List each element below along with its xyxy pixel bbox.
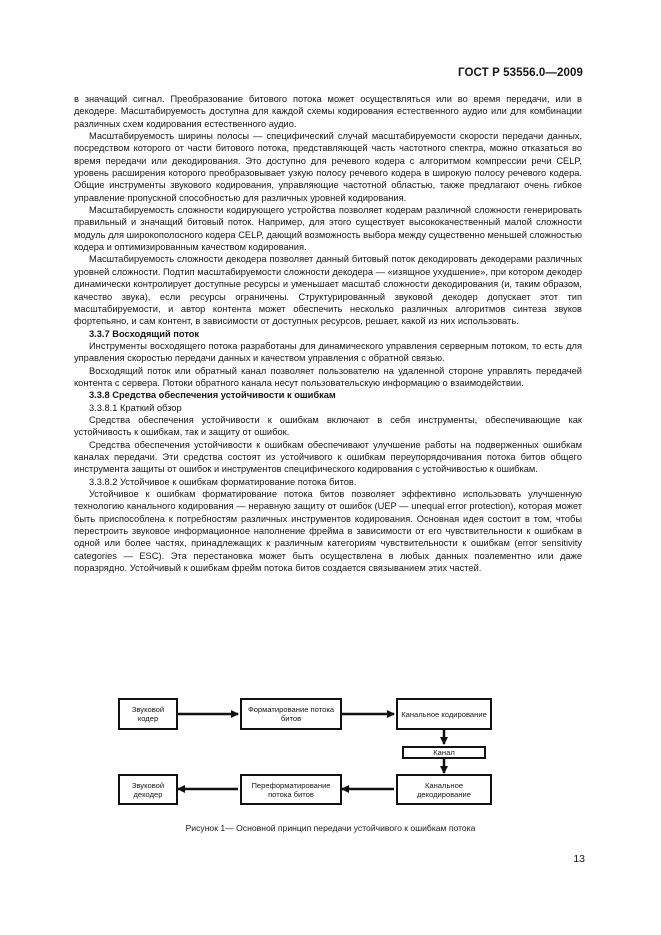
channel-coding-block: Канальное кодирование [396,698,492,730]
figure-caption: Рисунок 1— Основной принцип передачи устойчивого к ошибкам потока [185,823,476,833]
audio-decoder-block: Звуковой декодер [118,774,178,805]
bitstream-formatting-block: Форматирование потока битов [240,698,342,730]
paragraph: Устойчивое к ошибкам форматирование потока битов позволяет эффективно использовать улучшенную технологию канального кодирования — неравную защиту от ошибок (UEP — unequal error protection), которая может быть приспособлена к потребностям различных инструментов кодирования. Основная идея состоит в том, чтобы перестроить звуковое информационное наполнение фрейма в зависимости от его чувствительности к ошибкам в одной или более частях, принадлежащих к различным категориям чувствительности к ошибкам (error sensitivity categories — ESC). Эта перестановка может быть осуществлена в любых данных поэлементно или даже поразрядно. Устойчивый к ошибкам фрейм потока битов создается связыванием этих частей. [74,489,582,574]
paragraph: Средства обеспечения устойчивости к ошибкам обеспечивают улучшение работы на подверженных ошибкам каналах передачи. Эти средства состоят из устойчивого к ошибкам переупорядочивания потока битов общего инструмента защиты от ошибок и инструментов специфического кодирования с устойчивостью к ошибкам. [74,439,582,475]
bitstream-reformatting-block: Переформатирование потока битов [240,774,342,805]
paragraph: Масштабируемость ширины полосы — специфический случай масштабируемости скорости передачи данных, посредством которого от части битового потока, представляющей часть частотного спектра, можно отказаться во время передачи или декодирования. Это доступно для речевого кодера с алгоритмом компрессии речи CELP, уровень расширения которого преобразовывает узкую полосу речевого кодера в широкую полосу речевого кодера. Общие инструменты звукового кодирования, управляющие частотной областью, также предлагают очень гибкое управление пропускной способностью для различных уровней кодирования. [74,131,582,203]
page-number: 13 [573,853,585,865]
paragraph: Масштабируемость сложности кодирующего устройства позволяет кодерам различной сложности генерировать правильный и значащий битовый поток. Например, для этого существует высококачественный малой сложности модуль для широкополосного кодера CELP, дающий возможность выбора между существенно меньшей сложностью кодера и оптимизированным качеством кодирования. [74,205,582,253]
document-header: ГОСТ Р 53556.0—2009 [458,67,583,79]
section-heading-3-3-8: 3.3.8 Средства обеспечения устойчивости к ошибкам [89,390,336,401]
subsection-heading-3-3-8-1: 3.3.8.1 Краткий обзор [89,402,182,413]
paragraph: в значащий сигнал. Преобразование битового потока может осуществляться или во время передачи, или в декодере. Масштабируемость доступна для каждой схемы кодирования естественного аудио или для комбинации различных схем кодирования естественного аудио. [74,94,582,129]
document-body [74,93,582,574]
paragraph: Инструменты восходящего потока разработаны для динамического управления серверным потоком, то есть для управления скоростью передачи данных и качеством управления с обратной связью. [74,340,582,364]
channel-block: Канал [402,746,486,759]
paragraph: Средства обеспечения устойчивости к ошибкам включают в себя инструменты, обеспечивающие как устойчивость к ошибкам, так и защиту от ошибок. [74,414,582,438]
section-heading-3-3-7: 3.3.7 Восходящий поток [89,328,200,339]
audio-encoder-block: Звуковой кодер [118,698,178,730]
subsection-heading-3-3-8-2: 3.3.8.2 Устойчивое к ошибкам форматирование потока битов. [89,476,357,487]
flow-diagram [100,688,570,810]
paragraph: Масштабируемость сложности декодера позволяет данный битовый поток декодировать декодерами различных уровней сложности. Подтип масштабируемости сложности декодера — «изящное ухудшение», при котором декодер динамически контролирует доступные ресурсы и уменьшает масштаб сложности декодирования (и, таким образом, качество звука), если ресурсы ограничены. Структурированный звуковой декодер допускает этот тип масштабируемости, и автор контента может обеспечить несколько различных алгоритмов синтеза звуков фортепьяно, и сам контент, в зависимости от доступных ресурсов, решает, какой из них использовать. [74,254,582,327]
paragraph: Восходящий поток или обратный канал позволяет пользователю на удаленной стороне управлять передачей контента с сервера. Потоки обратного канала несут пользовательскую информацию о взаимодействии. [74,365,582,388]
channel-decoding-block: Канальное декодирование [396,774,492,805]
